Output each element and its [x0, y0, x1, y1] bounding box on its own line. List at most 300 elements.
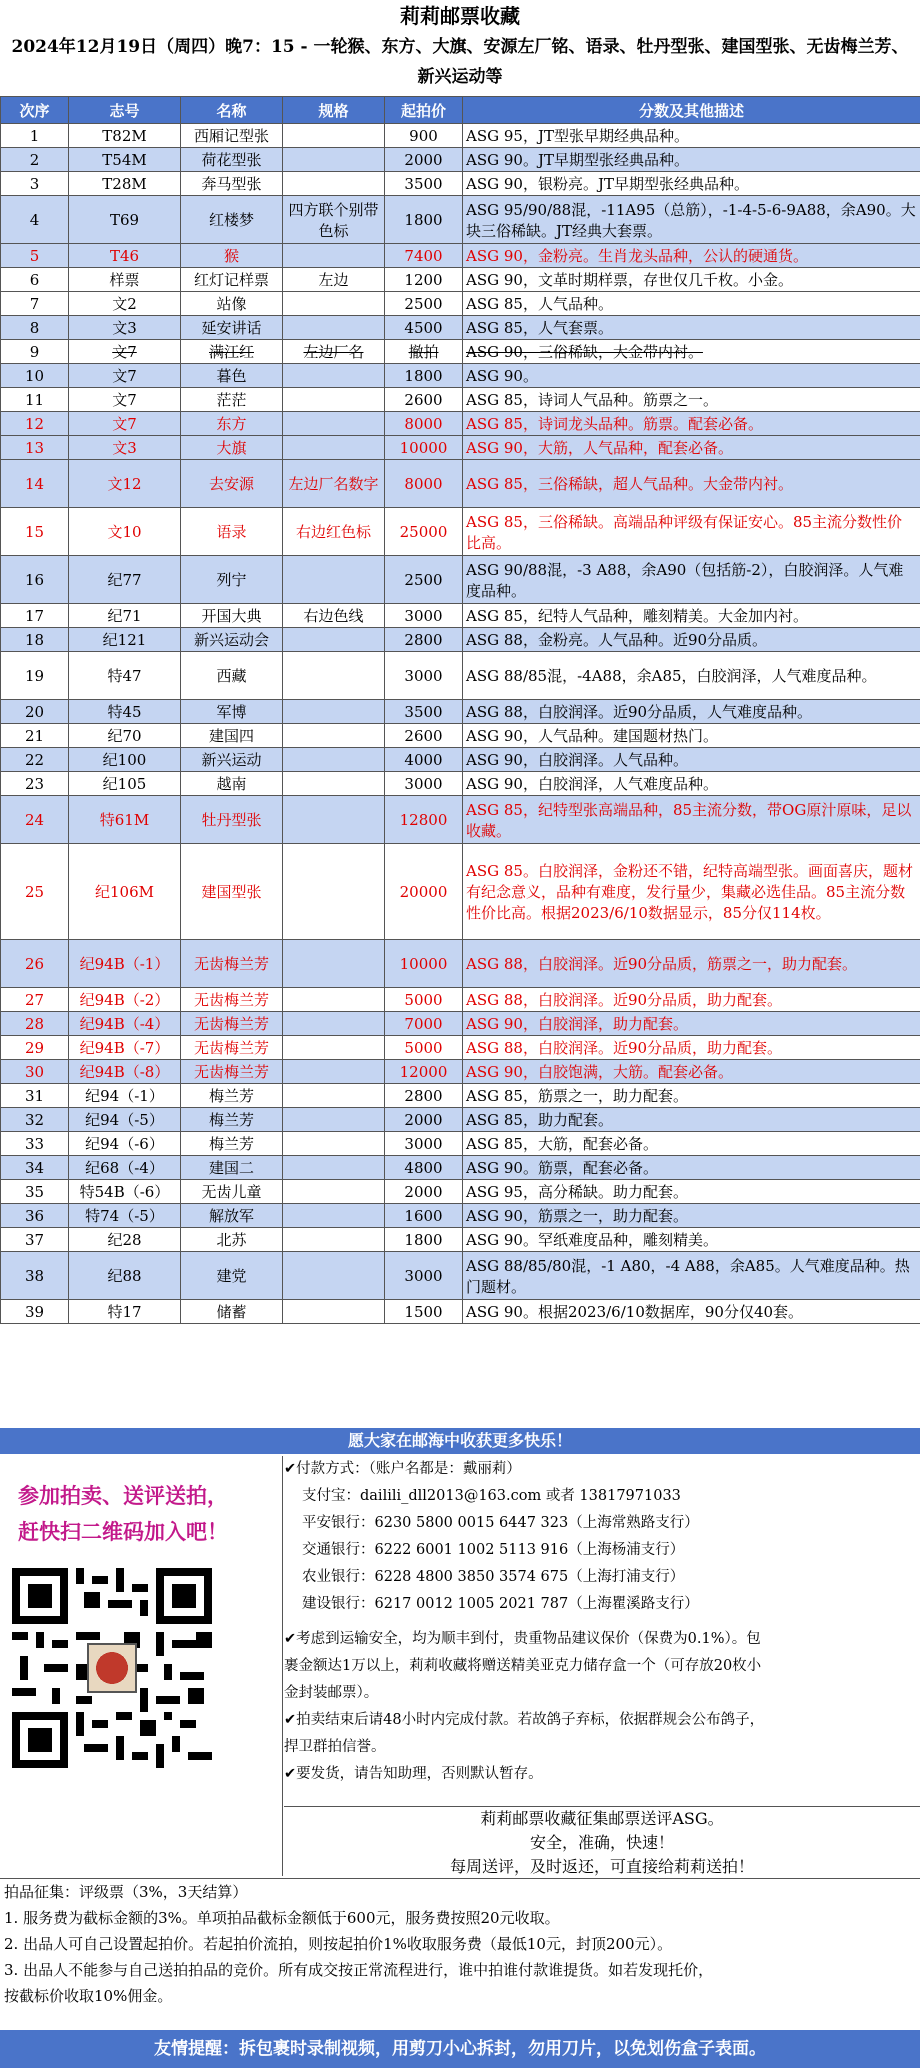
- lot-code-cell: 纪94B（-1）: [69, 940, 181, 988]
- table-row: [1, 700, 920, 724]
- table-row: [1, 772, 920, 796]
- lot-price-cell: 5000: [385, 988, 463, 1012]
- col-header-desc: 分数及其他描述: [463, 97, 920, 124]
- lot-name-cell: 大旗: [181, 436, 283, 460]
- lot-code-cell: T54M: [69, 148, 181, 172]
- lot-desc-cell: ASG 90，白胶润泽，人气难度品种。: [463, 772, 920, 796]
- lot-desc-cell: ASG 85。白胶润泽，金粉还不错，纪特高端型张。画面喜庆，题材有纪念意义，品种有难度，发行量少，集藏必选佳品。85主流分数性价比高。根据2023/6/10数据显示，85分仅114枚。: [463, 844, 920, 940]
- lot-desc-cell: ASG 90，白胶饱满，大筋。配套必备。: [463, 1060, 920, 1084]
- lot-spec-cell: [283, 844, 385, 940]
- lot-spec-cell: [283, 1108, 385, 1132]
- lot-price-cell: 1800: [385, 364, 463, 388]
- rules-line-2: 2. 出品人可自己设置起拍价。若起拍价流拍，则按起拍价1%收取服务费（最低10元，封顶200元）。: [4, 1935, 673, 1953]
- lot-price-cell: 7400: [385, 244, 463, 268]
- lot-price-cell: 4800: [385, 1156, 463, 1180]
- col-header-spec: 规格: [283, 97, 385, 124]
- lot-code-cell: 样票: [69, 268, 181, 292]
- lot-code-cell: T82M: [69, 124, 181, 148]
- lot-desc-cell: ASG 85，三俗稀缺，超人气品种。大金带内衬。: [463, 460, 920, 508]
- lot-spec-cell: [283, 1228, 385, 1252]
- table-row: [1, 364, 920, 388]
- lot-no-cell: 16: [1, 556, 69, 604]
- lot-name-cell: 军博: [181, 700, 283, 724]
- lot-price-cell: 2500: [385, 556, 463, 604]
- lot-price-cell: 2000: [385, 1180, 463, 1204]
- lot-code-cell: 纪68（-4）: [69, 1156, 181, 1180]
- lot-price-cell: 4000: [385, 748, 463, 772]
- lot-spec-cell: [283, 148, 385, 172]
- lot-code-cell: 纪94B（-7）: [69, 1036, 181, 1060]
- lot-desc-cell: ASG 90。JT早期型张经典品种。: [463, 148, 920, 172]
- asg-line-1: 莉莉邮票收藏征集邮票送评ASG。: [480, 1809, 724, 1828]
- lot-price-cell: 2600: [385, 724, 463, 748]
- join-text: [0, 1456, 282, 1550]
- lot-price-cell: 3000: [385, 604, 463, 628]
- lot-desc-cell: ASG 88/85/80混，-1 A80，-4 A88，余A85。人气难度品种。热门题材。: [463, 1252, 920, 1300]
- lot-code-cell: 文2: [69, 292, 181, 316]
- lot-code-cell: 文7: [69, 388, 181, 412]
- lot-price-cell: 1800: [385, 196, 463, 244]
- table-row: [1, 724, 920, 748]
- table-row: [1, 292, 920, 316]
- lot-spec-cell: [283, 748, 385, 772]
- join-panel: [0, 1456, 283, 1876]
- table-row: [1, 244, 920, 268]
- lot-price-cell: 2800: [385, 628, 463, 652]
- lot-desc-cell: ASG 88，白胶润泽。近90分品质，助力配套。: [463, 1036, 920, 1060]
- lot-name-cell: 建国型张: [181, 844, 283, 940]
- lot-desc-cell: ASG 95/90/88混，-11A95（总筋），-1-4-5-6-9A88，余A90。大块三俗稀缺。JT经典大套票。: [463, 196, 920, 244]
- lot-code-cell: 文12: [69, 460, 181, 508]
- lot-name-cell: 去安源: [181, 460, 283, 508]
- lot-code-cell: 纪94B（-4）: [69, 1012, 181, 1036]
- lot-name-cell: 西藏: [181, 652, 283, 700]
- lot-desc-cell: ASG 90，银粉亮。JT早期型张经典品种。: [463, 172, 920, 196]
- lot-price-cell: 2500: [385, 292, 463, 316]
- lot-price-cell: 10000: [385, 436, 463, 460]
- lot-code-cell: 特61M: [69, 796, 181, 844]
- lot-no-cell: 2: [1, 148, 69, 172]
- lot-code-cell: 特47: [69, 652, 181, 700]
- lot-spec-cell: [283, 412, 385, 436]
- lot-no-cell: 19: [1, 652, 69, 700]
- lot-name-cell: 梅兰芳: [181, 1132, 283, 1156]
- table-row: [1, 1060, 920, 1084]
- lot-no-cell: 15: [1, 508, 69, 556]
- lot-desc-cell: ASG 88，白胶润泽。近90分品质，人气难度品种。: [463, 700, 920, 724]
- lot-name-cell: 荷花型张: [181, 148, 283, 172]
- table-row: [1, 796, 920, 844]
- table-row: [1, 556, 920, 604]
- table-row: [1, 388, 920, 412]
- lot-name-cell: 列宁: [181, 556, 283, 604]
- lot-spec-cell: [283, 1204, 385, 1228]
- lot-code-cell: T46: [69, 244, 181, 268]
- lot-no-cell: 29: [1, 1036, 69, 1060]
- lot-code-cell: 纪105: [69, 772, 181, 796]
- table-row: [1, 148, 920, 172]
- lot-spec-cell: [283, 556, 385, 604]
- lot-spec-cell: [283, 1132, 385, 1156]
- lot-table: [0, 96, 920, 1324]
- lot-no-cell: 20: [1, 700, 69, 724]
- table-row: [1, 1228, 920, 1252]
- lot-no-cell: 23: [1, 772, 69, 796]
- lot-price-cell: 3000: [385, 1252, 463, 1300]
- lot-spec-cell: [283, 628, 385, 652]
- rules-line-1: 1. 服务费为截标金额的3%。单项拍品截标金额低于600元，服务费按照20元收取。: [4, 1909, 560, 1927]
- lot-no-cell: 9: [1, 340, 69, 364]
- table-row: [1, 124, 920, 148]
- lot-no-cell: 24: [1, 796, 69, 844]
- lot-code-cell: T69: [69, 196, 181, 244]
- lot-no-cell: 31: [1, 1084, 69, 1108]
- lot-spec-cell: [283, 292, 385, 316]
- lot-no-cell: 32: [1, 1108, 69, 1132]
- payment-panel: [284, 1456, 916, 1804]
- lot-spec-cell: [283, 388, 385, 412]
- lot-price-cell: 12000: [385, 1060, 463, 1084]
- lot-spec-cell: [283, 940, 385, 988]
- lot-spec-cell: [283, 796, 385, 844]
- lot-code-cell: 特74（-5）: [69, 1204, 181, 1228]
- lot-desc-cell: ASG 85，纪特人气品种，雕刻精美。大金加内衬。: [463, 604, 920, 628]
- lot-no-cell: 7: [1, 292, 69, 316]
- bank-line-1: 平安银行：6230 5800 0015 6447 323（上海常熟路支行）: [302, 1515, 699, 1531]
- lot-no-cell: 13: [1, 436, 69, 460]
- lot-code-cell: 文7: [69, 340, 181, 364]
- lot-desc-cell: ASG 85，诗词人气品种。筋票之一。: [463, 388, 920, 412]
- lot-spec-cell: 右边红色标: [283, 508, 385, 556]
- lot-desc-cell: ASG 88/85混，-4A88，余A85，白胶润泽，人气难度品种。: [463, 652, 920, 700]
- lot-price-cell: 3500: [385, 172, 463, 196]
- lot-desc-cell: ASG 85，纪特型张高端品种，85主流分数，带OG原汁原味，足以收藏。: [463, 796, 920, 844]
- lot-code-cell: 纪88: [69, 1252, 181, 1300]
- table-row: [1, 436, 920, 460]
- lot-no-cell: 38: [1, 1252, 69, 1300]
- lot-price-cell: 1200: [385, 268, 463, 292]
- lot-price-cell: 3000: [385, 772, 463, 796]
- lot-desc-cell: ASG 88，白胶润泽。近90分品质，筋票之一，助力配套。: [463, 940, 920, 988]
- lot-no-cell: 37: [1, 1228, 69, 1252]
- lot-code-cell: 纪77: [69, 556, 181, 604]
- bank-line-3: 农业银行：6228 4800 3850 3574 675（上海打浦支行）: [302, 1569, 685, 1585]
- lot-price-cell: 8000: [385, 412, 463, 436]
- lot-name-cell: 东方: [181, 412, 283, 436]
- lot-spec-cell: [283, 772, 385, 796]
- lot-code-cell: 文3: [69, 316, 181, 340]
- lot-code-cell: 纪70: [69, 724, 181, 748]
- lot-spec-cell: [283, 364, 385, 388]
- lot-desc-cell: ASG 90，文革时期样票，存世仅几千枚。小金。: [463, 268, 920, 292]
- lot-desc-cell: ASG 90，三俗稀缺，大金带内衬。: [463, 340, 920, 364]
- lot-desc-cell: ASG 95，高分稀缺。助力配套。: [463, 1180, 920, 1204]
- lot-name-cell: 解放军: [181, 1204, 283, 1228]
- lot-name-cell: 梅兰芳: [181, 1084, 283, 1108]
- lot-desc-cell: ASG 85，诗词龙头品种。筋票。配套必备。: [463, 412, 920, 436]
- lot-table-body: [1, 124, 920, 1324]
- lot-desc-cell: ASG 85，大筋，配套必备。: [463, 1132, 920, 1156]
- lot-spec-cell: [283, 1252, 385, 1300]
- lot-name-cell: 延安讲话: [181, 316, 283, 340]
- lot-spec-cell: [283, 700, 385, 724]
- lot-name-cell: 红楼梦: [181, 196, 283, 244]
- lot-name-cell: 新兴运动: [181, 748, 283, 772]
- page-title: 莉莉邮票收藏: [400, 4, 520, 28]
- lot-no-cell: 22: [1, 748, 69, 772]
- col-header-code: 志号: [69, 97, 181, 124]
- lot-price-cell: 900: [385, 124, 463, 148]
- lot-no-cell: 28: [1, 1012, 69, 1036]
- lot-desc-cell: ASG 90，白胶润泽。人气品种。: [463, 748, 920, 772]
- lot-name-cell: 西厢记型张: [181, 124, 283, 148]
- shipping-line-2: 裹金额达1万以上，莉莉收藏将赠送精美亚克力储存盒一个（可存放20枚小: [284, 1658, 762, 1674]
- bank-line-4: 建设银行：6217 0012 1005 2021 787（上海瞿溪路支行）: [302, 1596, 699, 1612]
- lot-no-cell: 21: [1, 724, 69, 748]
- lot-name-cell: 无齿梅兰芳: [181, 940, 283, 988]
- lot-spec-cell: [283, 988, 385, 1012]
- lot-desc-cell: ASG 90。筋票，配套必备。: [463, 1156, 920, 1180]
- lot-name-cell: 红灯记样票: [181, 268, 283, 292]
- table-row: [1, 340, 920, 364]
- lot-spec-cell: [283, 1156, 385, 1180]
- col-header-name: 名称: [181, 97, 283, 124]
- lot-spec-cell: [283, 244, 385, 268]
- lot-spec-cell: [283, 724, 385, 748]
- lot-code-cell: 纪28: [69, 1228, 181, 1252]
- table-row: [1, 604, 920, 628]
- lot-spec-cell: [283, 172, 385, 196]
- lot-no-cell: 33: [1, 1132, 69, 1156]
- table-row: [1, 196, 920, 244]
- lot-name-cell: 茫茫: [181, 388, 283, 412]
- lot-spec-cell: [283, 124, 385, 148]
- lot-no-cell: 25: [1, 844, 69, 940]
- lot-price-cell: 25000: [385, 508, 463, 556]
- lot-name-cell: 无齿儿童: [181, 1180, 283, 1204]
- join-line-2: 赶快扫二维码加入吧！: [18, 1519, 228, 1544]
- lot-spec-cell: 左边厂名数字: [283, 460, 385, 508]
- lot-code-cell: 文10: [69, 508, 181, 556]
- lot-desc-cell: ASG 90，大筋，人气品种，配套必备。: [463, 436, 920, 460]
- lot-spec-cell: 四方联个别带色标: [283, 196, 385, 244]
- col-header-no: 次序: [1, 97, 69, 124]
- lot-spec-cell: [283, 652, 385, 700]
- lot-name-cell: 新兴运动会: [181, 628, 283, 652]
- lot-price-cell: 4500: [385, 316, 463, 340]
- lot-desc-cell: ASG 90，人气品种。建国题材热门。: [463, 724, 920, 748]
- lot-code-cell: 文3: [69, 436, 181, 460]
- lot-name-cell: 北苏: [181, 1228, 283, 1252]
- rules-line-0: 拍品征集：评级票（3%，3天结算）: [4, 1883, 248, 1901]
- rules-section: [0, 1878, 920, 2028]
- table-row: [1, 460, 920, 508]
- table-row: [1, 1300, 920, 1324]
- table-row: [1, 748, 920, 772]
- lot-code-cell: 纪106M: [69, 844, 181, 940]
- lot-code-cell: 文7: [69, 364, 181, 388]
- lot-name-cell: 建党: [181, 1252, 283, 1300]
- lot-no-cell: 18: [1, 628, 69, 652]
- bank-line-2: 交通银行：6222 6001 1002 5113 916（上海杨浦支行）: [302, 1542, 685, 1558]
- lot-code-cell: 纪121: [69, 628, 181, 652]
- lot-spec-cell: [283, 1012, 385, 1036]
- rules-line-3: 3. 出品人不能参与自己送拍拍品的竞价。所有成交按正常流程进行，谁中拍谁付款谁提货。如若发现托价，: [4, 1961, 714, 1979]
- table-row: [1, 316, 920, 340]
- lot-name-cell: 奔马型张: [181, 172, 283, 196]
- lot-no-cell: 36: [1, 1204, 69, 1228]
- lot-no-cell: 34: [1, 1156, 69, 1180]
- table-row: [1, 1012, 920, 1036]
- table-row: [1, 1252, 920, 1300]
- lot-desc-cell: ASG 88，金粉亮。人气品种。近90分品质。: [463, 628, 920, 652]
- lot-price-cell: 2000: [385, 148, 463, 172]
- lot-code-cell: 纪71: [69, 604, 181, 628]
- lot-name-cell: 语录: [181, 508, 283, 556]
- col-header-price: 起拍价: [385, 97, 463, 124]
- table-row: [1, 1084, 920, 1108]
- lot-spec-cell: 左边厂名: [283, 340, 385, 364]
- lot-name-cell: 建国二: [181, 1156, 283, 1180]
- lot-no-cell: 3: [1, 172, 69, 196]
- table-row: [1, 172, 920, 196]
- lot-no-cell: 27: [1, 988, 69, 1012]
- lot-no-cell: 6: [1, 268, 69, 292]
- lot-name-cell: 无齿梅兰芳: [181, 988, 283, 1012]
- lot-price-cell: 1600: [385, 1204, 463, 1228]
- lot-price-cell: 1800: [385, 1228, 463, 1252]
- lot-no-cell: 35: [1, 1180, 69, 1204]
- table-row: [1, 652, 920, 700]
- lot-no-cell: 11: [1, 388, 69, 412]
- lot-price-cell: 7000: [385, 1012, 463, 1036]
- table-row: [1, 1180, 920, 1204]
- lot-spec-cell: [283, 1300, 385, 1324]
- lot-no-cell: 1: [1, 124, 69, 148]
- lot-code-cell: 纪94（-6）: [69, 1132, 181, 1156]
- asg-line-2: 安全，准确，快速！: [529, 1833, 674, 1852]
- lot-code-cell: 纪94B（-8）: [69, 1060, 181, 1084]
- lot-spec-cell: [283, 1180, 385, 1204]
- lot-price-cell: 撤拍: [385, 340, 463, 364]
- lot-no-cell: 30: [1, 1060, 69, 1084]
- lot-no-cell: 12: [1, 412, 69, 436]
- lot-name-cell: 站像: [181, 292, 283, 316]
- lot-spec-cell: [283, 1036, 385, 1060]
- lot-desc-cell: ASG 90。根据2023/6/10数据库，90分仅40套。: [463, 1300, 920, 1324]
- lot-code-cell: 文7: [69, 412, 181, 436]
- lot-name-cell: 开国大典: [181, 604, 283, 628]
- lot-name-cell: 储蓄: [181, 1300, 283, 1324]
- table-row: [1, 940, 920, 988]
- table-header-row: [1, 97, 920, 124]
- lot-name-cell: 梅兰芳: [181, 1108, 283, 1132]
- lot-desc-cell: ASG 88，白胶润泽。近90分品质，助力配套。: [463, 988, 920, 1012]
- lot-desc-cell: ASG 90。: [463, 364, 920, 388]
- lot-price-cell: 5000: [385, 1036, 463, 1060]
- lot-desc-cell: ASG 85，人气套票。: [463, 316, 920, 340]
- lot-name-cell: 建国四: [181, 724, 283, 748]
- lot-code-cell: 特54B（-6）: [69, 1180, 181, 1204]
- pay-line-1: ✔拍卖结束后请48小时内完成付款。若故鸽子弃标，依据群规会公布鸽子，: [284, 1712, 765, 1728]
- lot-no-cell: 4: [1, 196, 69, 244]
- shipping-line-1: ✔考虑到运输安全，均为顺丰到付，贵重物品建议保价（保费为0.1%）。包: [284, 1631, 761, 1647]
- payment-title: ✔付款方式：（账户名都是：戴丽莉）: [284, 1461, 521, 1477]
- lot-no-cell: 17: [1, 604, 69, 628]
- lot-spec-cell: [283, 1060, 385, 1084]
- alipay-line: 支付宝：dailili_dll2013@163.com 或者 13817971033: [302, 1488, 681, 1504]
- lot-code-cell: 纪94（-1）: [69, 1084, 181, 1108]
- ship-note: ✔要发货，请告知助理，否则默认暂存。: [284, 1766, 543, 1782]
- lot-name-cell: 满江红: [181, 340, 283, 364]
- lot-price-cell: 3000: [385, 1132, 463, 1156]
- lot-spec-cell: [283, 436, 385, 460]
- lot-desc-cell: ASG 90，筋票之一，助力配套。: [463, 1204, 920, 1228]
- shipping-line-3: 金封装邮票）。: [284, 1685, 379, 1701]
- lot-code-cell: 纪94（-5）: [69, 1108, 181, 1132]
- lot-price-cell: 8000: [385, 460, 463, 508]
- table-row: [1, 268, 920, 292]
- lot-code-cell: 特45: [69, 700, 181, 724]
- table-row: [1, 1132, 920, 1156]
- table-row: [1, 988, 920, 1012]
- lot-price-cell: 2600: [385, 388, 463, 412]
- lot-code-cell: T28M: [69, 172, 181, 196]
- lot-price-cell: 3000: [385, 652, 463, 700]
- lot-name-cell: 无齿梅兰芳: [181, 1036, 283, 1060]
- rules-line-4: 按截标价收取10%佣金。: [4, 1987, 173, 2005]
- join-line-1: 参加拍卖、送评送拍，: [18, 1483, 228, 1508]
- lot-price-cell: 2000: [385, 1108, 463, 1132]
- lot-spec-cell: 右边色线: [283, 604, 385, 628]
- lot-desc-cell: ASG 85，三俗稀缺。高端品种评级有保证安心。85主流分数性价比高。: [463, 508, 920, 556]
- table-row: [1, 412, 920, 436]
- lot-price-cell: 1500: [385, 1300, 463, 1324]
- lot-price-cell: 20000: [385, 844, 463, 940]
- table-row: [1, 1156, 920, 1180]
- lot-name-cell: 无齿梅兰芳: [181, 1060, 283, 1084]
- lot-name-cell: 暮色: [181, 364, 283, 388]
- lot-desc-cell: ASG 85，人气品种。: [463, 292, 920, 316]
- lot-no-cell: 8: [1, 316, 69, 340]
- lot-name-cell: 牡丹型张: [181, 796, 283, 844]
- asg-box: [284, 1806, 920, 1877]
- table-row: [1, 1108, 920, 1132]
- page-subtitle: 2024年12月19日（周四）晚7：15 - 一轮猴、东方、大旗、安源左厂铭、语录、牡丹型张、建国型张、无齿梅兰芳、新兴运动等: [11, 37, 909, 87]
- lot-name-cell: 猴: [181, 244, 283, 268]
- lot-spec-cell: [283, 316, 385, 340]
- qr-code-icon[interactable]: [12, 1568, 212, 1768]
- lot-desc-cell: ASG 90/88混，-3 A88，余A90（包括筋-2），白胶润泽。人气难度品种。: [463, 556, 920, 604]
- table-row: [1, 628, 920, 652]
- table-row: [1, 844, 920, 940]
- lot-no-cell: 39: [1, 1300, 69, 1324]
- lot-no-cell: 10: [1, 364, 69, 388]
- lot-desc-cell: ASG 90，金粉亮。生肖龙头品种，公认的硬通货。: [463, 244, 920, 268]
- footer-reminder: 友情提醒：拆包裹时录制视频，用剪刀小心拆封，勿用刀片，以免划伤盒子表面。: [0, 2030, 920, 2068]
- lot-no-cell: 5: [1, 244, 69, 268]
- lot-desc-cell: ASG 85，筋票之一，助力配套。: [463, 1084, 920, 1108]
- lot-code-cell: 纪94B（-2）: [69, 988, 181, 1012]
- table-row: [1, 508, 920, 556]
- table-row: [1, 1204, 920, 1228]
- lot-price-cell: 10000: [385, 940, 463, 988]
- lot-code-cell: 特17: [69, 1300, 181, 1324]
- lot-spec-cell: 左边: [283, 268, 385, 292]
- table-row: [1, 1036, 920, 1060]
- lot-name-cell: 越南: [181, 772, 283, 796]
- lot-no-cell: 26: [1, 940, 69, 988]
